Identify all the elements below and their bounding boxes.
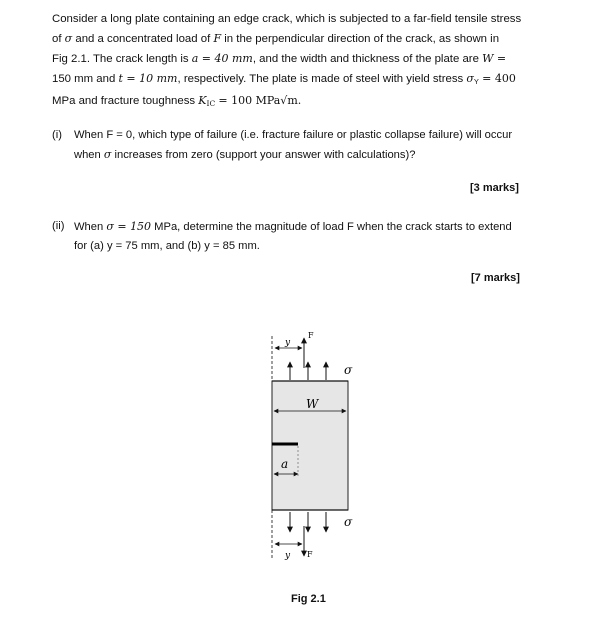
intro-line-5: MPa and fracture toughness $K_{IC} = 100$ MPa√m. <box>52 94 302 108</box>
load-F-bottom-label: F <box>307 550 313 559</box>
question-1-text: When F = 0, which type of failure (i.e. fracture failure or plastic collapse failure) will occur when σ increases from zero (support your answer with calculations)? <box>74 129 513 161</box>
question-1-number: (i) <box>52 129 62 141</box>
sigma-bottom-label: σ <box>344 515 353 529</box>
question-2-number: (ii) <box>52 220 65 232</box>
question-1-marks: [3 marks] <box>470 182 519 194</box>
intro-line-4: 150 mm and t = 10 mm, respectively. The plate is made of steel with yield stress $\sigma_Y = 400$ <box>52 72 516 86</box>
question-2-text: When σ = 150 MPa, determine the magnitude of load F when the crack starts to extend for (a) y = 75 mm, and (b) y = 85 mm. <box>74 220 512 252</box>
intro-line-1: Consider a long plate containing an edge crack, which is subjected to a far-field tensile stress <box>52 13 522 25</box>
intro-line-2: of σ and a concentrated load of F in the perpendicular direction of the crack, as shown in <box>52 32 500 45</box>
sigma-top-label: σ <box>344 363 353 377</box>
load-F-top-label: F <box>308 331 314 340</box>
width-label: W <box>306 397 319 411</box>
y-top-label: y <box>285 338 291 348</box>
y-bottom-label: y <box>285 551 291 561</box>
figure-caption: Fig 2.1 <box>291 593 326 605</box>
crack-length-label: a <box>281 457 289 471</box>
intro-line-3: Fig 2.1. The crack length is a = 40 mm, and the width and thickness of the plate are W = <box>52 52 507 65</box>
question-2-marks: [7 marks] <box>471 272 520 284</box>
